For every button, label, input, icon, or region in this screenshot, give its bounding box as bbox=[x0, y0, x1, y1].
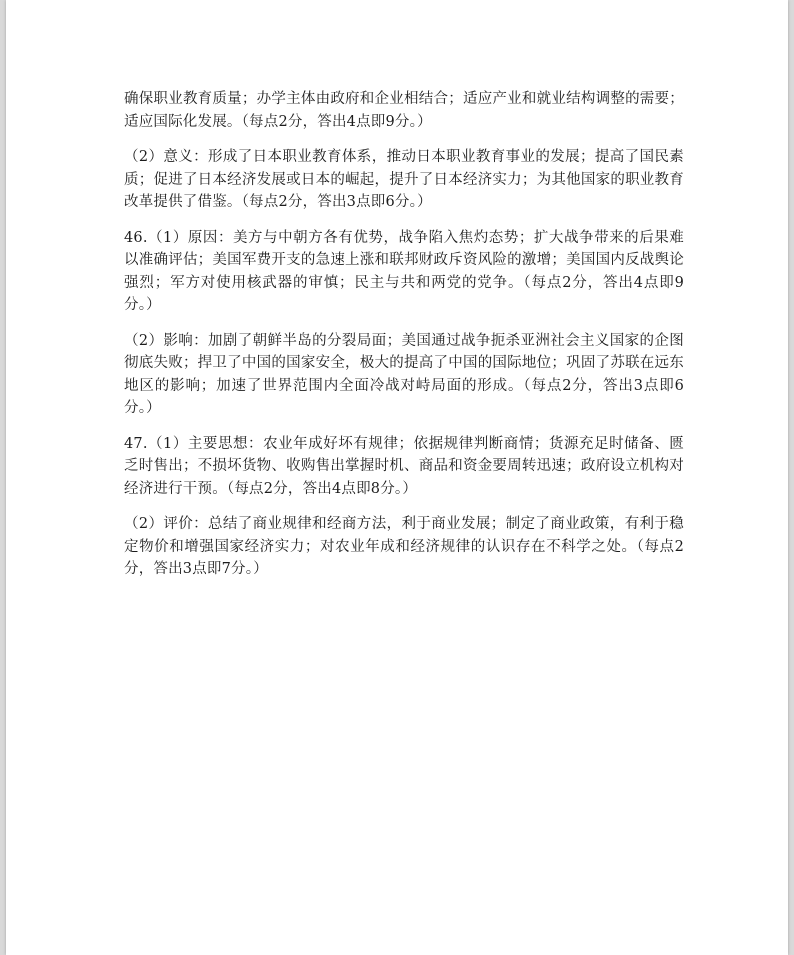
paragraph-47-2-evaluation: （2）评价：总结了商业规律和经商方法，利于商业发展；制定了商业政策，有利于稳定物价和增强国家经济实力；对农业年成和经济规律的认识存在不科学之处。（每点2分，答出3点即7分。） bbox=[124, 516, 684, 577]
paragraph-46-2-impact: （2）影响：加剧了朝鲜半岛的分裂局面；美国通过战争扼杀亚洲社会主义国家的企图彻底失败；捍卫了中国的国家安全，极大的提高了中国的国际地位；巩固了苏联在远东地区的影响；加速了世界范围内全面冷战对峙局面的形成。（每点2分，答出3点即6分。） bbox=[124, 332, 684, 416]
answer-content bbox=[124, 88, 684, 594]
document-page bbox=[6, 0, 788, 955]
paragraph-47-1-main-ideas: 47.（1）主要思想：农业年成好坏有规律；依据规律判断商情；货源充足时储备、匮乏时售出；不损坏货物、收购售出掌握时机、商品和资金要周转迅速；政府设立机构对经济进行干预。（每点2分，答出4点即8分。） bbox=[124, 435, 684, 497]
paragraph-continuation: 确保职业教育质量；办学主体由政府和企业相结合；适应产业和就业结构调整的需要；适应国际化发展。（每点2分，答出4点即9分。） bbox=[124, 91, 684, 130]
paragraph-46-1-reasons: 46.（1）原因：美方与中朝方各有优势，战争陷入焦灼态势；扩大战争带来的后果难以准确评估；美国军费开支的急速上涨和联邦财政斥资风险的激增；美国国内反战舆论强烈；军方对使用核武器的审慎；民主与共和两党的党争。（每点2分，答出4点即9分。） bbox=[124, 229, 684, 313]
paragraph-45-2-significance: （2）意义：形成了日本职业教育体系，推动日本职业教育事业的发展；提高了国民素质；促进了日本经济发展或日本的崛起，提升了日本经济实力；为其他国家的职业教育改革提供了借鉴。（每点2分，答出3点即6分。） bbox=[124, 149, 684, 210]
